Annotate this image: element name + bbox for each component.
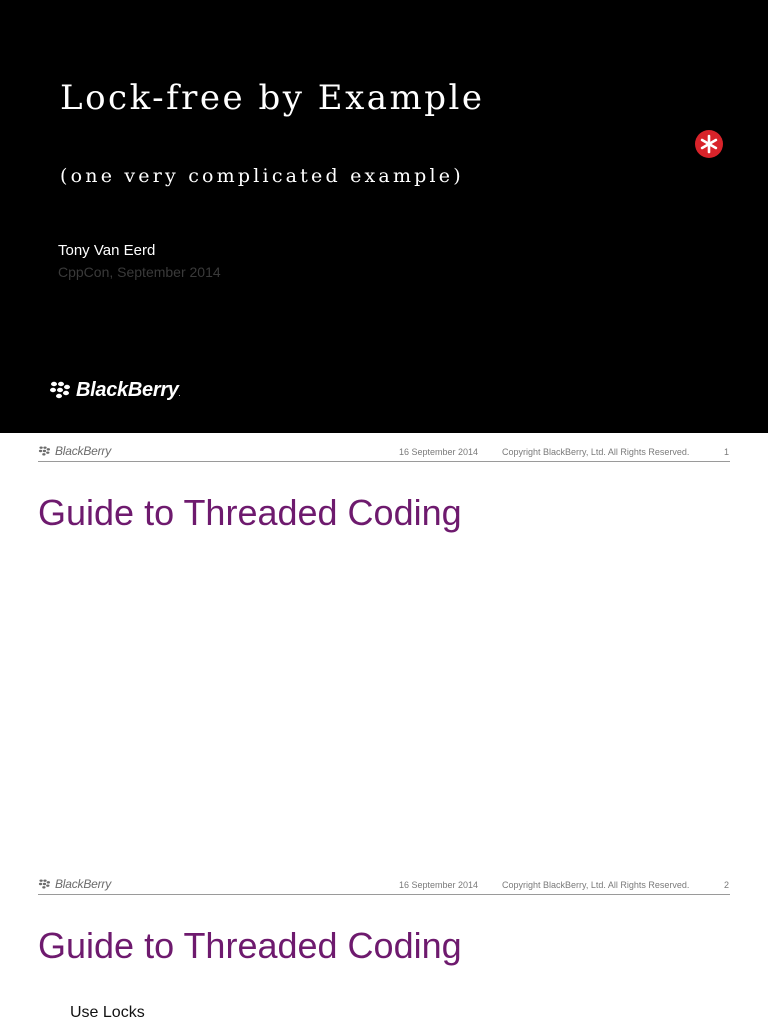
blackberry-mark-icon xyxy=(38,446,52,456)
author-name: Tony Van Eerd xyxy=(58,242,156,259)
title-slide xyxy=(0,0,768,433)
presentation-title: Lock-free by Example xyxy=(60,78,485,118)
blackberry-mark-icon xyxy=(38,879,52,889)
blackberry-wordmark: BlackBerry xyxy=(55,877,112,891)
slide-header xyxy=(38,442,730,462)
blackberry-logo xyxy=(38,444,111,458)
slide-title: Guide to Threaded Coding xyxy=(38,492,462,533)
blackberry-wordmark: BlackBerry xyxy=(55,444,112,458)
blackberry-logo xyxy=(50,376,181,404)
slide-date: 16 September 2014 xyxy=(399,447,479,457)
blackberry-wordmark: BlackBerry. xyxy=(76,378,181,401)
copyright-notice: Copyright BlackBerry, Ltd. All Rights Reserved. xyxy=(502,447,690,457)
page-number: 1 xyxy=(723,447,729,457)
asterisk-icon xyxy=(695,130,723,158)
blackberry-mark-icon xyxy=(50,381,72,399)
bullet-item: Use Locks xyxy=(70,1004,145,1021)
slide-date: 16 September 2014 xyxy=(399,880,479,890)
slide-header xyxy=(38,875,730,895)
event-name: CppCon, September 2014 xyxy=(58,264,221,280)
blackberry-logo xyxy=(38,877,111,891)
slide-title: Guide to Threaded Coding xyxy=(38,925,462,966)
presentation-subtitle: (one very complicated example) xyxy=(60,165,464,187)
page-number: 2 xyxy=(723,880,729,890)
copyright-notice: Copyright BlackBerry, Ltd. All Rights Reserved. xyxy=(502,880,690,890)
